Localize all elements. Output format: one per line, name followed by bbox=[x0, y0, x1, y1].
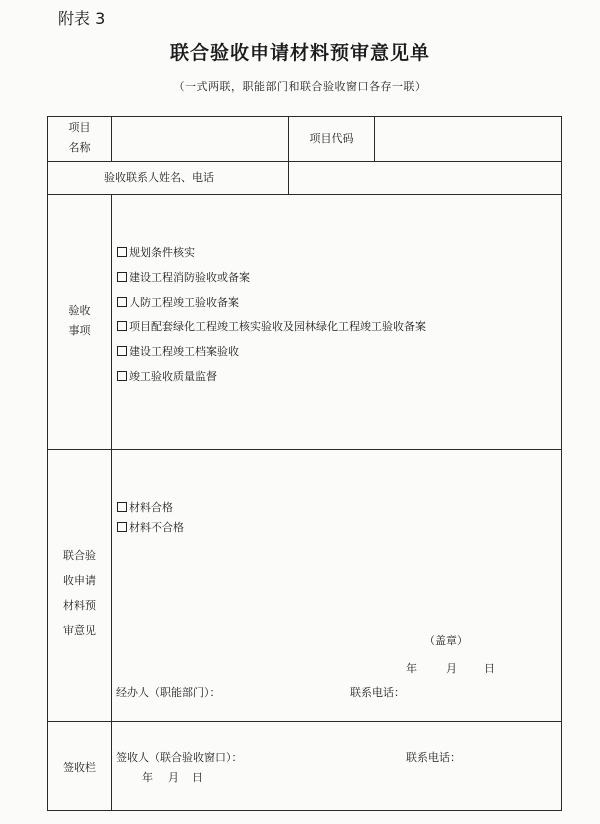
item-archive-acceptance[interactable]: 建设工程竣工档案验收 bbox=[117, 343, 239, 359]
receiver-label: 签收人（联合验收窗口）： bbox=[116, 751, 243, 764]
item-planning-check[interactable]: 规划条件核实 bbox=[117, 244, 195, 260]
checkbox[interactable] bbox=[117, 297, 127, 307]
checkbox[interactable] bbox=[117, 522, 127, 532]
item-civil-defense[interactable]: 人防工程竣工验收备案 bbox=[117, 294, 239, 310]
handler-label: 经办人（职能部门）： bbox=[116, 686, 221, 699]
review-opinion-label: 联合验 收申请 材料预 审意见 bbox=[63, 549, 96, 637]
item-quality-supervision[interactable]: 竣工验收质量监督 bbox=[117, 368, 217, 384]
checkbox[interactable] bbox=[117, 321, 127, 331]
option-unqualified[interactable]: 材料不合格 bbox=[117, 519, 184, 535]
project-name-field[interactable] bbox=[113, 118, 287, 160]
project-code-field[interactable] bbox=[376, 118, 560, 160]
table-border-right bbox=[561, 116, 562, 811]
project-name-label: 项目 名称 bbox=[68, 121, 91, 154]
checkbox[interactable] bbox=[117, 371, 127, 381]
table-border-bottom bbox=[47, 810, 562, 811]
checkbox[interactable] bbox=[117, 502, 127, 512]
row-divider bbox=[47, 194, 562, 195]
option-qualified[interactable]: 材料合格 bbox=[117, 499, 173, 515]
contact-field[interactable] bbox=[290, 163, 560, 193]
date-day: 日 bbox=[484, 662, 495, 675]
row-divider bbox=[47, 449, 562, 450]
row-divider bbox=[47, 721, 562, 722]
date-year: 年 bbox=[406, 662, 417, 675]
contact-label: 验收联系人姓名、电话 bbox=[104, 171, 214, 184]
sign-date-month: 月 bbox=[168, 771, 179, 784]
handler-phone-label: 联系电话： bbox=[350, 686, 405, 699]
table-border-left bbox=[47, 116, 48, 811]
project-code-label: 项目代码 bbox=[309, 132, 354, 145]
checkbox[interactable] bbox=[117, 346, 127, 356]
sign-date-day: 日 bbox=[192, 771, 203, 784]
seal-label: （盖章） bbox=[424, 634, 468, 647]
sign-off-label: 签收栏 bbox=[63, 761, 96, 774]
appendix-label: 附表 3 bbox=[58, 9, 106, 28]
form-title: 联合验收申请材料预审意见单 bbox=[169, 42, 430, 64]
acceptance-items-label: 验收 事项 bbox=[68, 304, 91, 337]
item-fire-acceptance[interactable]: 建设工程消防验收或备案 bbox=[117, 269, 250, 285]
sign-date-year: 年 bbox=[142, 771, 153, 784]
checkbox[interactable] bbox=[117, 247, 127, 257]
checkbox[interactable] bbox=[117, 272, 127, 282]
receiver-phone-label: 联系电话： bbox=[406, 751, 461, 764]
form-subtitle: （一式两联，职能部门和联合验收窗口各存一联） bbox=[173, 80, 427, 93]
item-greening[interactable]: 项目配套绿化工程竣工核实验收及园林绿化工程竣工验收备案 bbox=[117, 318, 426, 334]
col-divider bbox=[111, 194, 112, 811]
date-month: 月 bbox=[446, 662, 457, 675]
